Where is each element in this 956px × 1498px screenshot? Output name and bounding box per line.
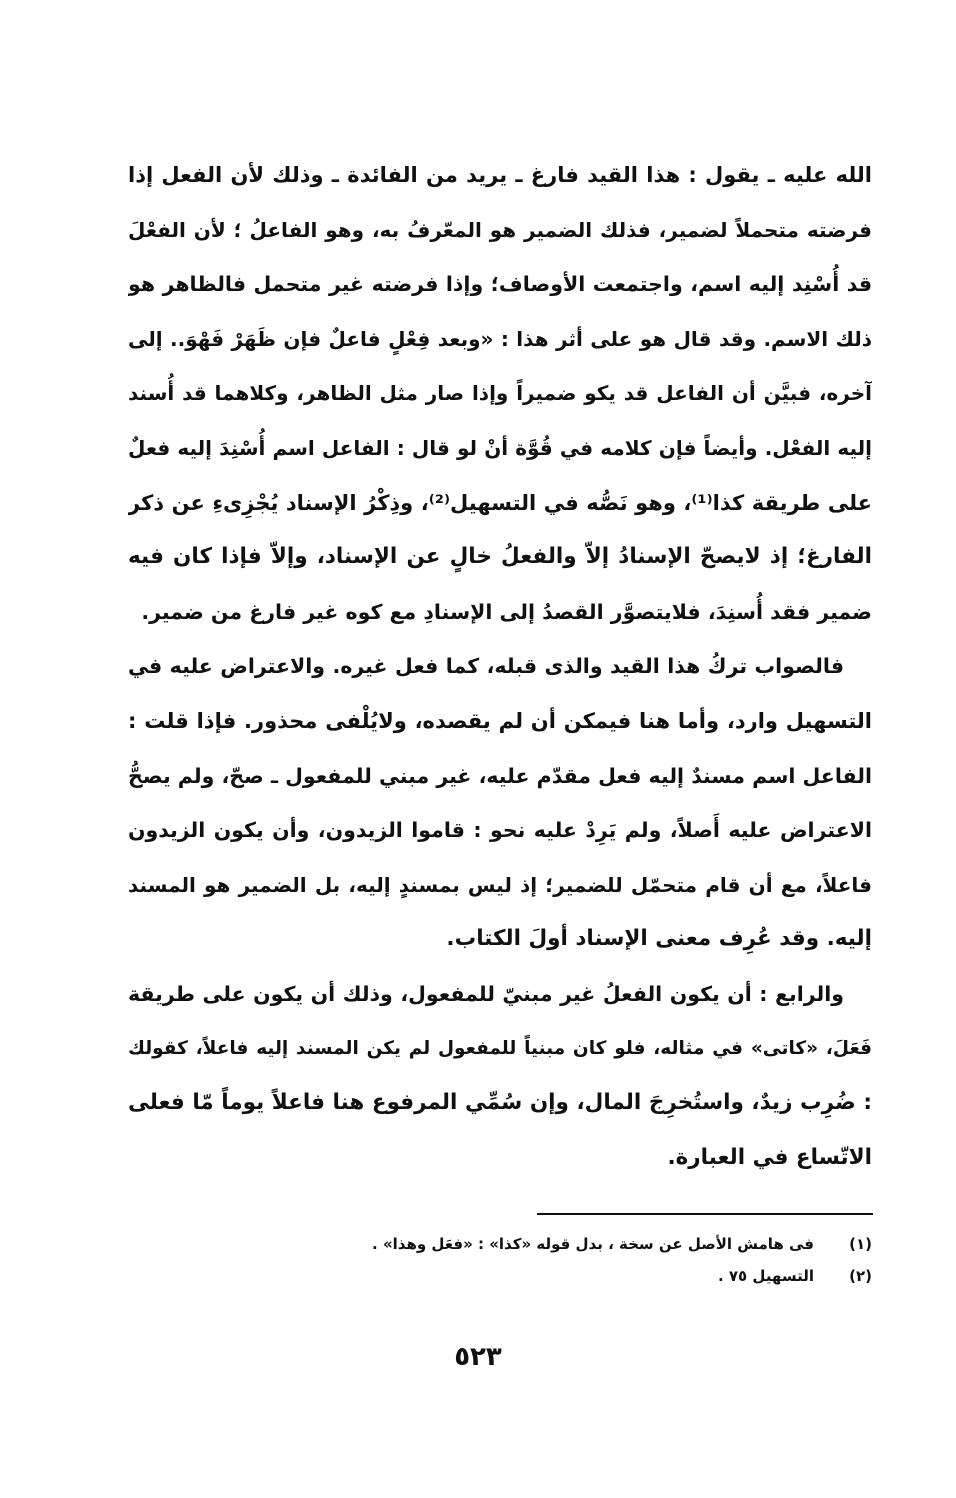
footnote-2 [272, 1260, 872, 1292]
body-text [128, 148, 872, 1185]
text-line: قد أُسْنِد إليه اسم، واجتمعت الأوصاف؛ وإذا فرضته غير متحمل فالظاهر هو [128, 272, 872, 297]
paragraph-3-continued [128, 1022, 872, 1186]
footnote-text: التسهيل ٧٥ . [717, 1267, 814, 1285]
footnote-1 [272, 1228, 872, 1260]
paragraph-2-continued [128, 694, 872, 967]
paragraph-1 [128, 148, 872, 639]
text-line: فرضته متحملاً لضمير، فذلك الضمير هو المعّرفُ به، وهو الفاعلُ ؛ لأن الفعْلَ [128, 217, 872, 242]
page-number: ٥٢٣ [454, 1342, 502, 1372]
paragraph-2 [128, 639, 872, 694]
text-line: الاعتراض عليه أَصلاً، ولم يَرِدْ عليه نحو : قاموا الزيدون، وأن يكون الزيدون [128, 818, 872, 843]
text-line: ذلك الاسم. وقد قال هو على أثر هذا : «وبعد فِعْلٍ فاعلٌ فإن ظَهَرْ فَهْوَ.. إلى [128, 326, 872, 351]
text-line: الفاعل اسم مسندٌ إليه فعل مقدّم عليه، غير مبني للمفعول ـ صحّ، ولم يصحُّ [128, 763, 872, 788]
text-line: التسهيل وارد، وأما هنا فيمكن أن لم يقصده، ولايُلْفى محذور. فإذا قلت : [128, 708, 872, 733]
paragraph-3 [128, 967, 872, 1022]
text-line: فالصواب تركُ هذا القيد والذى قبله، كما فعل غيره. والاعتراض عليه في [128, 654, 844, 679]
footnote-text: فى هامش الأصل عن سخة ، بدل قوله «كذا» : «فعَل وهذا» . [372, 1235, 814, 1253]
text-line: والرابع : أن يكون الفعلُ غير مبنيّ للمفعول، وذلك أن يكون على طريقة [128, 981, 844, 1006]
text-line: الاتّساع في العبارة. [667, 1144, 872, 1170]
footnote-number: (١) [849, 1235, 872, 1253]
text-line: فاعلاً، مع أن قام متحمّل للضمير؛ إذ ليس بمسندٍ إليه، بل الضمير هو المسند [128, 872, 872, 897]
footnotes [272, 1228, 872, 1292]
text-line: على طريقة كذا⁽¹⁾، وهو نَصُّه في التسهيل⁽²⁾، وذِكْرُ الإسناد يُجْزِىءِ عن ذكر [128, 490, 872, 515]
text-line: إليه. وقد عُرِف معنى الإسناد أولَ الكتاب. [446, 926, 872, 952]
text-line: : ضُرِب زيدٌ، واستُخرِجَ المال، وإن سُمِّي المرفوع هنا فاعلاً يوماً مّا فعلى [128, 1090, 872, 1116]
text-line: فَعَلَ، «كاتى» في مثاله، فلو كان مبنياً للمفعول لم يكن المسند إليه فاعلاً، كقولك [128, 1037, 872, 1059]
text-line: الله عليه ـ يقول : هذا القيد فارغ ـ يريد من الفائدة ـ وذلك لأن الفعل إذا [128, 163, 872, 187]
text-line: إليه الفعْل. وأيضاً فإن كلامه في قُوَّة أنْ لو قال : الفاعل اسم أُسْنِدَ إليه فعلٌ [128, 435, 872, 460]
text-line: آخره، فبيَّن أن الفاعل قد يكو ضميراً وإذا صار مثل الظاهر، وكلاهما قد أُسند [128, 381, 872, 406]
footnote-number: (٢) [849, 1267, 872, 1285]
text-line: ضمير فقد أُسنِدَ، فلايتصوَّر القصدُ إلى الإسنادِ مع كوه غير فارغ من ضمير. [141, 599, 872, 624]
text-line: الفارغ؛ إذ لايصحّ الإسنادُ إلاّ والفعلُ خالٍ عن الإسناد، وإلاّ فإذا كان فيه [128, 544, 872, 570]
footnote-divider [537, 1213, 873, 1215]
